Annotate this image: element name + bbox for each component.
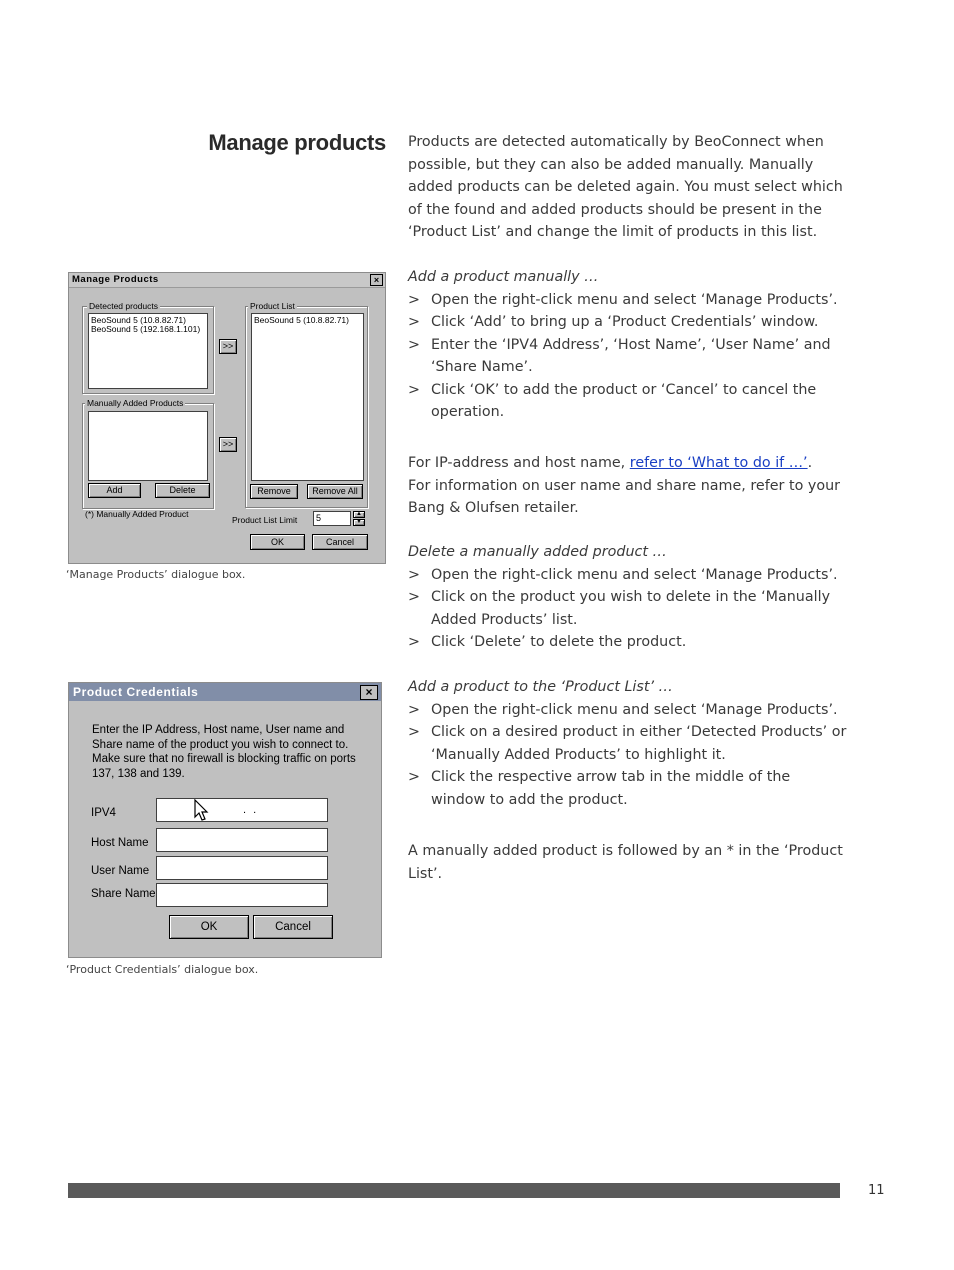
footer-bar: [68, 1183, 840, 1198]
section-add-title: Add a product manually …: [408, 269, 599, 285]
section-list-title: Add a product to the ‘Product List’ …: [408, 679, 673, 695]
close-icon[interactable]: ×: [370, 274, 383, 286]
delete-button[interactable]: Delete: [155, 483, 210, 498]
detected-products-label: Detected products: [89, 301, 158, 311]
dialog-titlebar: [69, 683, 381, 701]
add-steps-list: [408, 289, 848, 424]
chevron-down-icon[interactable]: ▼: [353, 519, 365, 526]
cancel-button[interactable]: Cancel: [253, 915, 333, 939]
mouse-pointer-icon: [193, 799, 209, 823]
credentials-instructions: Enter the IP Address, Host name, User name and Share name of the product you wish to connect to. Make sure that no firewall is blocking traffic on ports 137, 138 and 139.: [92, 724, 356, 780]
limit-label: Product List Limit: [232, 515, 298, 525]
list-item: > Open the right-click menu and select ‘Manage Products’.: [408, 289, 848, 312]
manually-added-label: Manually Added Products: [87, 398, 184, 408]
ip-note-after: .: [807, 455, 813, 471]
host-name-label: Host Name: [91, 837, 149, 849]
remove-button[interactable]: Remove: [250, 484, 298, 499]
delete-steps-list: [408, 564, 848, 654]
manually-added-list[interactable]: [88, 411, 208, 481]
list-item: > Enter the ‘IPV4 Address’, ‘Host Name’, ‘User Name’ and ‘Share Name’.: [408, 334, 848, 379]
list-item[interactable]: BeoSound 5 (192.168.1.101): [91, 324, 201, 334]
add-button[interactable]: Add: [88, 483, 141, 498]
product-list[interactable]: [251, 313, 364, 481]
add-detected-arrow-button[interactable]: >>: [219, 339, 237, 354]
list-item: > Open the right-click menu and select ‘Manage Products’.: [408, 699, 848, 722]
share-name-label: Share Name: [91, 888, 156, 900]
what-to-do-link[interactable]: refer to ‘What to do if …’: [629, 455, 808, 471]
detected-products-group: [82, 301, 214, 394]
section-delete-title: Delete a manually added product …: [408, 544, 667, 560]
limit-input[interactable]: 5: [313, 511, 351, 526]
user-name-label: User Name: [91, 865, 150, 877]
dialog-title: Product Credentials: [73, 685, 199, 699]
list-item: > Click ‘OK’ to add the product or ‘Cancel’ to cancel the operation.: [408, 379, 848, 424]
user-name-input[interactable]: [156, 856, 328, 880]
product-list-label: Product List: [250, 301, 295, 311]
section-add-product: [408, 266, 848, 424]
ip-note-before: For IP-address and host name,: [408, 455, 630, 471]
ip-note: [408, 452, 848, 520]
ip-note-line1: [408, 452, 848, 475]
host-name-input[interactable]: [156, 828, 328, 852]
list-item: > Click ‘Delete’ to delete the product.: [408, 631, 848, 654]
ipv4-input[interactable]: . .: [156, 798, 328, 822]
section-delete-product: [408, 541, 848, 654]
list-item: > Click on a desired product in either ‘Detected Products’ or ‘Manually Added Products’ to highlight it.: [408, 721, 848, 766]
list-item: > Click the respective arrow tab in the middle of the window to add the product.: [408, 766, 848, 811]
manage-products-caption: ‘Manage Products’ dialogue box.: [66, 568, 246, 581]
chevron-up-icon[interactable]: ▲: [353, 511, 365, 518]
section-add-to-list: [408, 676, 848, 811]
ok-button[interactable]: OK: [169, 915, 249, 939]
footnote: [408, 840, 848, 885]
share-name-input[interactable]: [156, 883, 328, 907]
footnote-text: A manually added product is followed by an * in the ‘Product List’.: [408, 843, 843, 882]
intro-paragraph: [408, 131, 848, 244]
list-item: > Click ‘Add’ to bring up a ‘Product Credentials’ window.: [408, 311, 848, 334]
manually-added-group: [82, 398, 214, 509]
list-item: > Click on the product you wish to delete in the ‘Manually Added Products’ list.: [408, 586, 848, 631]
list-item: > Open the right-click menu and select ‘Manage Products’.: [408, 564, 848, 587]
product-list-group: [245, 301, 368, 508]
product-credentials-dialog: [68, 682, 382, 958]
manage-products-dialog: [68, 272, 386, 564]
product-credentials-caption: ‘Product Credentials’ dialogue box.: [66, 963, 259, 976]
intro-text: Products are detected automatically by BeoConnect when possible, but they can also be added manually. Manually added products can be deleted again. You must select which of the found and added products should be present in the ‘Product List’ and change the limit of products in this list.: [408, 134, 843, 240]
remove-all-button[interactable]: Remove All: [307, 484, 363, 499]
manual-note: (*) Manually Added Product: [85, 509, 189, 519]
ok-button[interactable]: OK: [250, 534, 305, 550]
dialog-titlebar: [69, 273, 385, 288]
list-steps-list: [408, 699, 848, 812]
list-item[interactable]: BeoSound 5 (10.8.82.71): [91, 315, 186, 325]
list-item[interactable]: BeoSound 5 (10.8.82.71): [254, 315, 349, 325]
add-manual-arrow-button[interactable]: >>: [219, 437, 237, 452]
ipv4-label: IPV4: [91, 807, 116, 819]
cancel-button[interactable]: Cancel: [312, 534, 368, 550]
ip-note-line2: For information on user name and share name, refer to your Bang & Olufsen retailer.: [408, 477, 841, 516]
detected-products-list[interactable]: [88, 313, 208, 389]
page-number: 11: [868, 1183, 885, 1198]
dialog-title: Manage Products: [72, 274, 159, 285]
close-icon[interactable]: ×: [360, 685, 378, 700]
page-title: Manage products: [208, 130, 386, 155]
